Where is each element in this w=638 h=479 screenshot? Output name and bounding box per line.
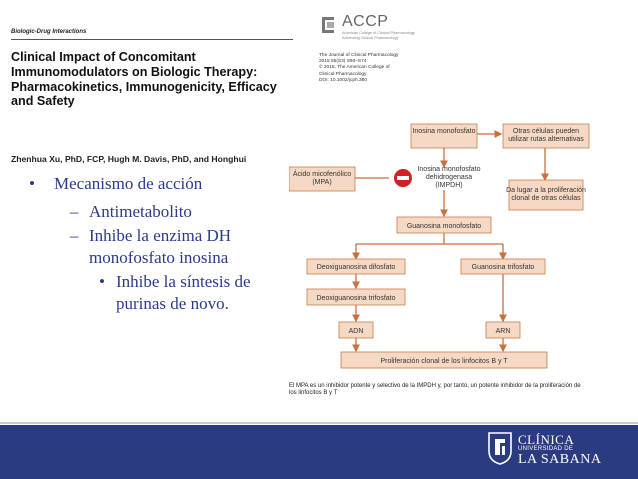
box-mpa-label: Ácido micofenólico (MPA) [292,171,352,186]
journal-line: © 2015, The American College of [319,65,390,71]
journal-line: The Journal of Clinical Pharmacology [319,53,399,58]
bullet-text: Inhibe la enzima DH monofosfato inosina [89,226,232,267]
accp-name: ACCP [342,13,389,30]
bullet-dash: – [70,226,79,245]
journal-line: DOI: 10.1002/jcph.380 [319,77,368,83]
box-da-lugar-label: Da lugar a la proliferación clonal de otras células [506,187,586,202]
bullet-dash: – [70,202,79,221]
accp-subtitle-1: American College of Clinical Pharmacology [342,31,415,35]
bullet-dot: • [29,174,35,193]
article-rule [11,39,293,40]
article-header [0,0,300,164]
accp-subtitle [342,31,415,40]
box-adn-label: ADN [348,328,364,335]
box-otras-label: Otras células pueden utilizar rutas alternativas [508,128,584,143]
pathway-diagram [289,112,595,382]
impdh-label-2: dehidrogenasa [425,174,473,181]
university-line-2: UNIVERSIDAD DE [518,446,574,452]
accp-logo-icon [319,15,337,35]
impdh-label-3: (IMPDH) [435,182,463,189]
journal-info [319,53,398,84]
stop-icon-bar [397,176,409,180]
figure-caption: El MPA es un inhibidor potente y selectivo de la IMPDH y, por tanto, un potente inhibidor de la proliferación de los linfocitos B y T [289,383,581,396]
bullet-level-2 [26,225,288,269]
bullet-dot: • [99,272,105,291]
university-shield-icon [487,431,513,465]
box-guanosina-mono-label: Guanosina monofosfato [406,223,482,230]
bullet-text: Inhibe la síntesis de purinas de novo. [116,272,251,313]
box-deoxi-tri-label: Deoxiguanosina trifosfato [316,295,396,302]
journal-line: Clinical Pharmacology [319,71,367,77]
article-kicker: Biologic-Drug Interactions [11,29,87,35]
journal-line: 2015 55(S3) S60–S74 [319,59,367,65]
label-line: (MPA) [312,179,332,186]
label-line: utilizar rutas alternativas [508,136,584,143]
box-inosina-label: Inosina monofosfato [412,128,476,135]
box-arn-label: ARN [495,328,511,335]
box-guanosina-tri-label: Guanosina trifosfato [471,264,535,271]
bullet-text: Mecanismo de acción [54,174,203,193]
article-title: Clinical Impact of Concomitant Immunomodulators on Biologic Therapy: Pharmacokinetics, Immunogenicity, Efficacy and Safety [11,50,277,109]
impdh-label-1: Inosina monofosfato [417,166,481,173]
bullet-level-3 [26,271,288,315]
bullet-level-2 [26,201,288,223]
label-line: clonal de otras células [511,195,581,202]
bullet-level-1 [26,173,288,195]
pathway-figure [289,112,595,419]
article-authors: Zhenhua Xu, PhD, FCP, Hugh M. Davis, PhD, and Honghui [11,154,247,164]
university-line-3: LA SABANA [518,452,602,467]
band-divider [0,422,638,424]
bullet-text: Antimetabolito [89,202,192,221]
accp-subtitle-2: Advancing Clinical Pharmacology [342,35,399,40]
box-deoxi-di-label: Deoxiguanosina difosfato [316,264,396,271]
university-line-1: CLÍNICA [518,432,575,447]
box-proliferacion-label: Proliferación clonal de los linfocitos B y T [380,358,508,365]
bullet-list [26,173,288,315]
